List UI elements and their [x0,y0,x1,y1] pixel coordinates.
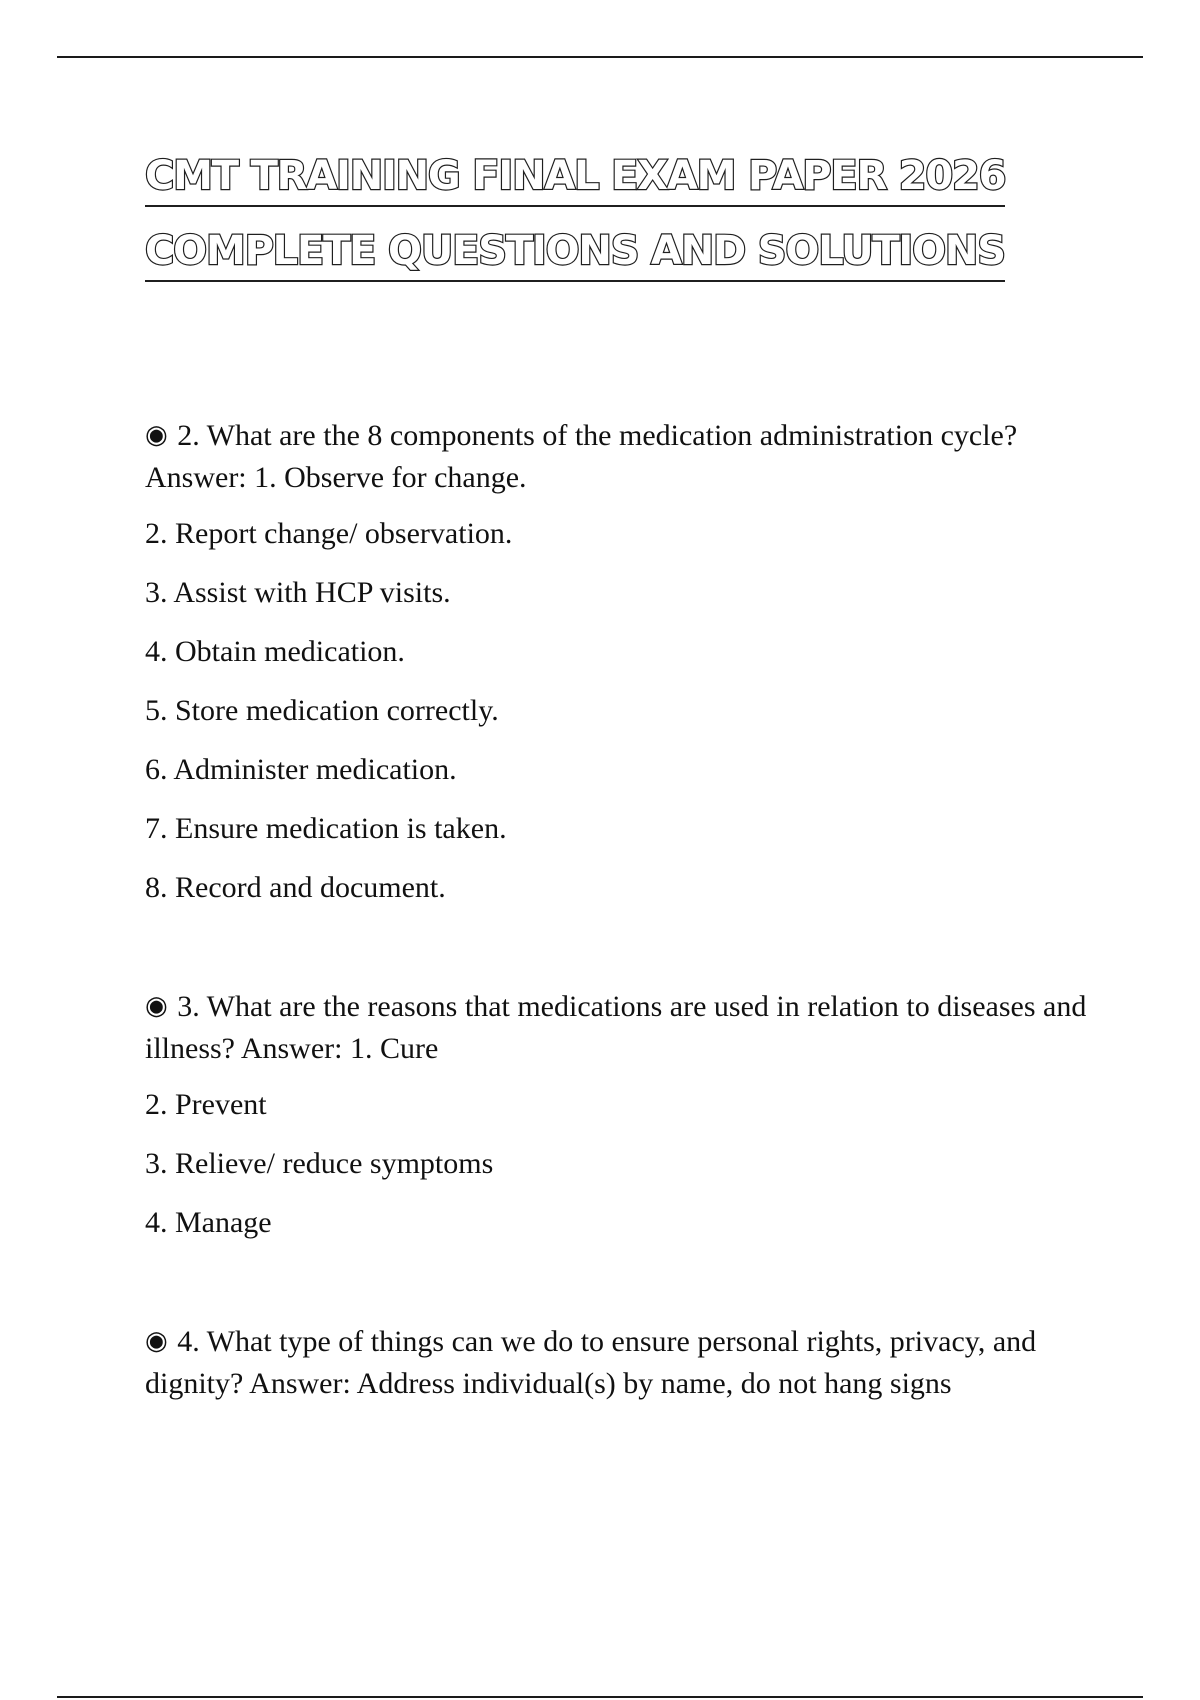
answer-item: 5. Store medication correctly. [145,694,499,727]
answer-item: 4. Manage [145,1206,272,1239]
question-block-3 [145,985,1095,1244]
answer-item: 3. Assist with HCP visits. [145,576,451,609]
title-line-2: COMPLETE QUESTIONS AND SOLUTIONS [145,222,1005,282]
answer-item: 3. Relieve/ reduce symptoms [145,1147,494,1180]
radio-bullet-icon: ◉ [145,420,168,449]
top-rule [57,56,1143,58]
bottom-rule [57,1696,1143,1698]
question-3 [145,985,1095,1070]
question-4 [145,1320,1095,1405]
title-line-1: CMT TRAINING FINAL EXAM PAPER 2026 [145,147,1005,207]
document-body [145,414,1095,1419]
question-4-text: 4. What type of things can we do to ensure personal rights, privacy, and dignity? Answer: Address individual(s) by name, do not hang signs [145,1325,1037,1400]
question-2-text: 2. What are the 8 components of the medication administration cycle? Answer: 1. Observe for change. [145,419,1018,494]
answer-item: 2. Prevent [145,1088,267,1121]
page-title [145,142,1105,292]
question-block-2 [145,414,1095,909]
question-2 [145,414,1095,499]
radio-bullet-icon: ◉ [145,991,168,1020]
answer-item: 4. Obtain medication. [145,635,405,668]
answer-item: 6. Administer medication. [145,753,457,786]
answer-item: 2. Report change/ observation. [145,517,513,550]
answer-item: 7. Ensure medication is taken. [145,812,507,845]
answer-item: 8. Record and document. [145,871,446,904]
question-block-4 [145,1320,1095,1405]
question-3-text: 3. What are the reasons that medications are used in relation to diseases and illness? Answer: 1. Cure [145,990,1087,1065]
radio-bullet-icon: ◉ [145,1326,168,1355]
